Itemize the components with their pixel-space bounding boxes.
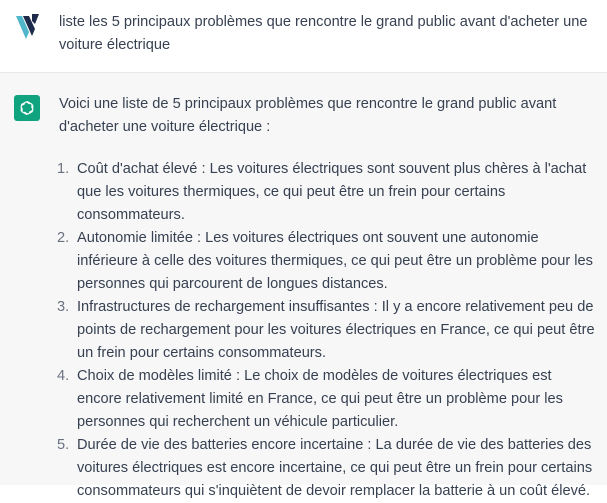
assistant-message-row [0, 73, 607, 499]
list-item-number: 2. [57, 230, 70, 246]
user-message-text: liste les 5 principaux problèmes que rencontre le grand public avant d'acheter une voiture électrique [59, 14, 588, 53]
list-item-text: Durée de vie des batteries encore incertaine : La durée de vie des batteries des voitures électriques est encore incertaine, ce qui peut être un frein pour certains consommateurs qui s'inquiètent de devoir remplacer la batterie à un coût élevé. [77, 437, 593, 499]
list-item [59, 227, 599, 296]
chatgpt-logo-icon [14, 95, 40, 121]
user-message-row [0, 0, 607, 73]
assistant-intro-text: Voici une liste de 5 principaux problèmes que rencontre le grand public avant d'acheter une voiture électrique : [59, 96, 557, 135]
list-item-text: Infrastructures de rechargement insuffisantes : Il y a encore relativement peu de points de rechargement pour les voitures électriques en France, ce qui peut être un frein pour certains consommateurs. [77, 299, 595, 361]
list-item-number: 4. [57, 368, 70, 384]
list-item-number: 5. [57, 437, 70, 453]
list-item-text: Autonomie limitée : Les voitures électriques ont souvent une autonomie inférieure à celle des voitures thermiques, ce qui peut être un problème pour les personnes qui parcourent de longues distances. [77, 230, 593, 292]
list-item-text: Coût d'achat élevé : Les voitures électriques sont souvent plus chères à l'achat que les voitures thermiques, ce qui peut être un frein pour certains consommateurs. [77, 161, 587, 223]
list-item-number: 3. [57, 299, 70, 315]
list-item [59, 365, 599, 434]
assistant-message-content [59, 93, 599, 503]
list-item-text: Choix de modèles limité : Le choix de modèles de voitures électriques est encore relativement limité en France, ce qui peut être un problème pour les personnes qui recherchent un véhicule particulier. [77, 368, 563, 430]
list-item [59, 158, 599, 227]
user-logo-icon [14, 12, 42, 40]
list-item-number: 1. [57, 161, 70, 177]
list-item [59, 434, 599, 503]
problem-list [59, 158, 599, 503]
list-item [59, 296, 599, 365]
